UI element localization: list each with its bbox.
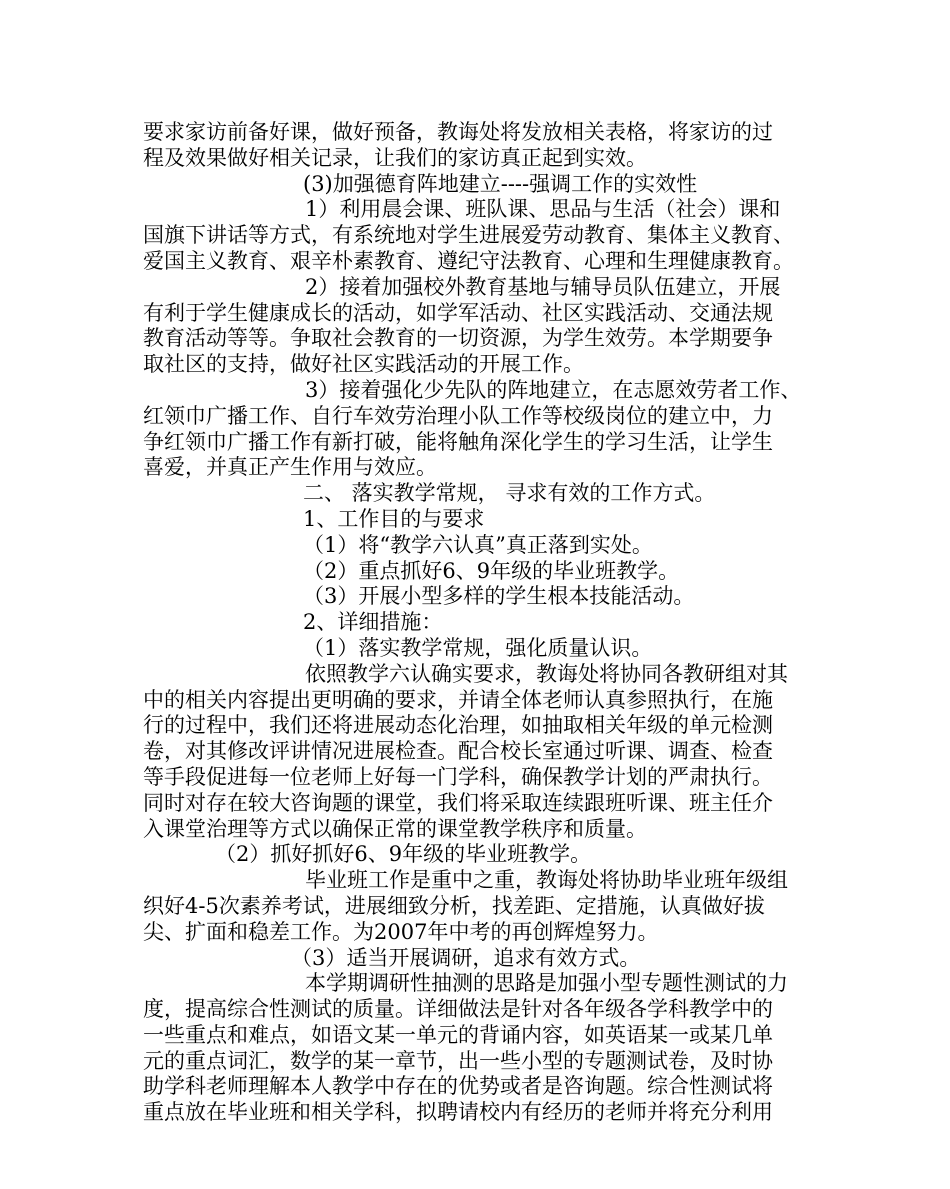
text-line: 有利于学生健康成长的活动，如学军活动、社区实践活动、交通法规	[143, 300, 773, 325]
document-body	[143, 120, 823, 1126]
subsection-heading: （2）抓好抓好6、9年级的毕业班教学。	[215, 842, 592, 867]
text-line: 程及效果做好相关记录，让我们的家访真正起到实效。	[143, 145, 647, 170]
text-line: 教育活动等等。争取社会教育的一切资源，为学生效劳。本学期要争	[143, 326, 773, 351]
text-line: 助学科老师理解本人教学中存在的优势或者是咨询题。综合性测试将	[143, 1074, 773, 1099]
text-line: 同时对存在较大咨询题的课堂，我们将采取连续跟班听课、班主任介	[143, 790, 773, 815]
list-item: （1）将“教学六认真”真正落到实处。	[303, 532, 653, 557]
subsection-heading: 1、工作目的与要求	[303, 506, 485, 531]
text-line: 依照教学六认确实要求，教诲处将协同各教研组对其	[305, 661, 788, 686]
subsection-heading: （3）适当开展调研，追求有效方式。	[291, 945, 641, 970]
text-line: 喜爱，并真正产生作用与效应。	[143, 455, 437, 480]
text-line: 红领巾广播工作、自行车效劳治理小队工作等校级岗位的建立中，力	[143, 403, 773, 428]
text-line: 要求家访前备好课，做好预备，教诲处将发放相关表格，将家访的过	[143, 120, 773, 144]
text-line: 本学期调研性抽测的思路是加强小型专题性测试的力	[305, 971, 788, 996]
text-line: 1）利用晨会课、班队课、思品与生活（社会）课和	[305, 197, 781, 222]
section-heading: (3)加强德育阵地建立----强调工作的实效性	[303, 171, 698, 196]
text-line: 卷，对其修改评讲情况进展检查。配合校长室通过听课、调查、检查	[143, 739, 773, 764]
text-line: 取社区的支持，做好社区实践活动的开展工作。	[143, 352, 584, 377]
text-line: 元的重点词汇，数学的某一章节，出一些小型的专题测试卷，及时协	[143, 1048, 773, 1073]
text-line: 等手段促进每一位老师上好每一门学科，确保教学计划的严肃执行。	[143, 764, 773, 789]
text-line: 入课堂治理等方式以确保正常的课堂教学秩序和质量。	[143, 816, 647, 841]
text-line: 织好4-5次素养考试，进展细致分析，找差距、定措施，认真做好拔	[143, 893, 765, 918]
subsection-heading: 2、详细措施：	[303, 610, 443, 635]
text-line: 行的过程中，我们还将进展动态化治理，如抽取相关年级的单元检测	[143, 713, 773, 738]
text-line: 重点放在毕业班和相关学科，拟聘请校内有经历的老师并将充分利用	[143, 1100, 773, 1125]
list-item: （3）开展小型多样的学生根本技能活动。	[303, 584, 695, 609]
text-line: 爱国主义教育、艰辛朴素教育、遵纪守法教育、心理和生理健康教育。	[143, 248, 794, 273]
text-line: 2）接着加强校外教育基地与辅导员队伍建立，开展	[305, 274, 781, 299]
list-item: （1）落实教学常规，强化质量认识。	[303, 635, 653, 660]
text-line: 毕业班工作是重中之重，教诲处将协助毕业班年级组	[305, 868, 788, 893]
text-line: 国旗下讲话等方式，有系统地对学生进展爱劳动教育、集体主义教育、	[143, 223, 794, 248]
text-line: 中的相关内容提出更明确的要求，并请全体老师认真参照执行，在施	[143, 687, 773, 712]
text-line: 争红领巾广播工作有新打破，能将触角深化学生的学习生活，让学生	[143, 429, 773, 454]
section-heading: 二、 落实教学常规， 寻求有效的工作方式。	[303, 481, 716, 506]
list-item: （2）重点抓好6、9年级的毕业班教学。	[303, 558, 680, 583]
text-line: 3）接着强化少先队的阵地建立，在志愿效劳者工作、	[305, 377, 802, 402]
text-line: 尖、扩面和稳差工作。为2007年中考的再创辉煌努力。	[143, 919, 659, 944]
text-line: 度，提高综合性测试的质量。详细做法是针对各年级各学科教学中的	[143, 997, 773, 1022]
text-line: 一些重点和难点，如语文某一单元的背诵内容，如英语某一或某几单	[143, 1022, 773, 1047]
